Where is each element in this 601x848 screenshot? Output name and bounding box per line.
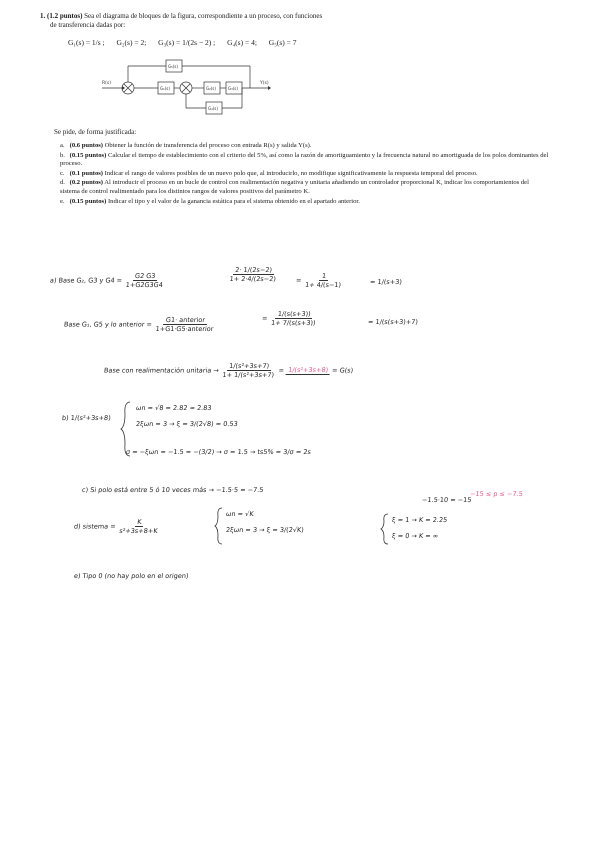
block-g4-label: G₄(s) xyxy=(208,106,218,111)
tf-g1: G₁(s) = 1/s ; xyxy=(68,38,105,47)
task-item-d: d. (0.2 puntos) Al introducir el proceso en un bucle de control con realimentación negativa y unitaria añadiendo un controlador proporcional K, indicar los comportamientos del sistema de control realimentado para los distintos rangos de valores positivos del parámetro K. xyxy=(60,179,529,195)
answer-a2-result: = 1/(s(s+3)+7) xyxy=(367,318,419,326)
tf-g5: G₅(s) = 7 xyxy=(268,38,297,47)
tasks-intro: Se pide, de forma justificada: xyxy=(54,128,137,136)
answer-a2: Base G₁, G5 y lo anterior = $\frac{\text{G1· anterior}}{\text{1+G1·G5·anterior}}$ xyxy=(63,316,214,333)
problem-number: 1. xyxy=(40,12,46,20)
brace-d1 xyxy=(214,506,224,546)
task-item-a: a. (0.6 puntos) Obtener la función de transferencia del proceso con entrada R(s) y salida Y(s). xyxy=(60,142,312,149)
block-diagram xyxy=(100,54,280,118)
block-g3-label: G₃(s) xyxy=(228,86,238,91)
answer-d: d) sistema = $\frac{K}{\text{s²+3s+8+K}}$ xyxy=(73,518,158,535)
answer-c: c) Si polo está entre 5 ó 10 veces más → −1.5·5 = −7.5 xyxy=(81,486,264,494)
answer-b: b) 1/(s²+3s+8) xyxy=(61,414,112,422)
transfer-functions xyxy=(68,38,528,47)
diagram-output-label: Y(s) xyxy=(260,81,269,86)
answer-c-range: −15 ≤ p ≤ −7.5 xyxy=(469,490,524,498)
problem-points: (1.2 puntos) xyxy=(47,12,83,20)
task-list xyxy=(60,142,550,207)
answer-d-result1: ξ = 1 → K = 2.25 xyxy=(391,516,448,524)
answer-a1-step1: $\frac{2\cdot 1/(2s-2)}{1+ 2\cdot 4/(2s-2)}$ xyxy=(229,266,277,283)
tf-g2: G₂(s) = 2; xyxy=(116,38,147,47)
answer-d-line2: 2ξωn = 3 → ξ = 3/(2√K) xyxy=(225,526,305,534)
answer-a1-step2: = $\frac{1}{1+ 4/(s-1)}$ xyxy=(295,272,342,289)
tf-g4: G₄(s) = 4; xyxy=(227,38,257,47)
answer-b-line1: ωn = √8 = 2.82 ≈ 2.83 xyxy=(135,404,212,412)
answer-a1: a) Base G₂, G3 y G4 = $\frac{G2 G3}{1+G2G3G4}$ xyxy=(49,272,164,289)
block-g1-label: G₁(s) xyxy=(160,86,170,91)
block-g2-label: G₂(s) xyxy=(206,86,216,91)
answer-d-line1: ωn = √K xyxy=(225,510,254,518)
task-item-c: c. (0.1 puntos) Indicar el rango de valores posibles de un nuevo polo que, al introducirlo, no modifique significativamente la respuesta temporal del proceso. xyxy=(60,169,478,177)
answer-b-line3: σ = −ξωn = −1.5 = −(3/2) → σ = 1.5 → ts5% = 3/σ = 2s xyxy=(125,448,312,456)
diagram-input-label: R(s) xyxy=(102,81,111,86)
answer-c-line2: −1.5·10 = −15 xyxy=(421,496,472,504)
task-item-e: e. (0.15 puntos) Indicar el tipo y el valor de la ganancia estática para el sistema obtenido en el apartado anterior. xyxy=(60,197,360,205)
answer-a1-result: = 1/(s+3) xyxy=(369,278,403,286)
answer-e: e) Tipo 0 (no hay polo en el origen) xyxy=(73,572,189,580)
block-g5-label: G₅(s) xyxy=(168,64,178,69)
answer-d-result2: ξ = 0 → K = ∞ xyxy=(391,532,439,540)
statement-line-2: de transferencia dadas por: xyxy=(50,21,126,29)
answer-a3: Base con realimentación unitaria → $\frac{\text{1/(s²+3s+7)}}{\text{1+ 1/(s²+3s+7)}}$ = 1/(s²+3s+8) = G(s) xyxy=(103,362,354,379)
answer-a2-step: = $\frac{1/(s(s+3))}{1+ 7/(s(s+3))}$ xyxy=(261,310,316,327)
tf-g3: G₃(s) = 1/(2s − 2) ; xyxy=(158,38,216,47)
brace-d2 xyxy=(380,512,390,546)
task-item-b: b. (0.15 puntos) Calcular el tiempo de establecimiento con el criterio del 5%, así como la razón de amortiguamiento y la frecuencia natural no amortiguada de los polos dominantes del proceso. xyxy=(60,151,549,168)
answer-b-line2: 2ξωn = 3 → ξ = 3/(2√8) = 0.53 xyxy=(135,420,239,428)
problem-statement xyxy=(40,12,560,30)
statement-line-1: Sea el diagrama de bloques de la figura, correspondiente a un proceso, con funciones xyxy=(84,12,323,20)
